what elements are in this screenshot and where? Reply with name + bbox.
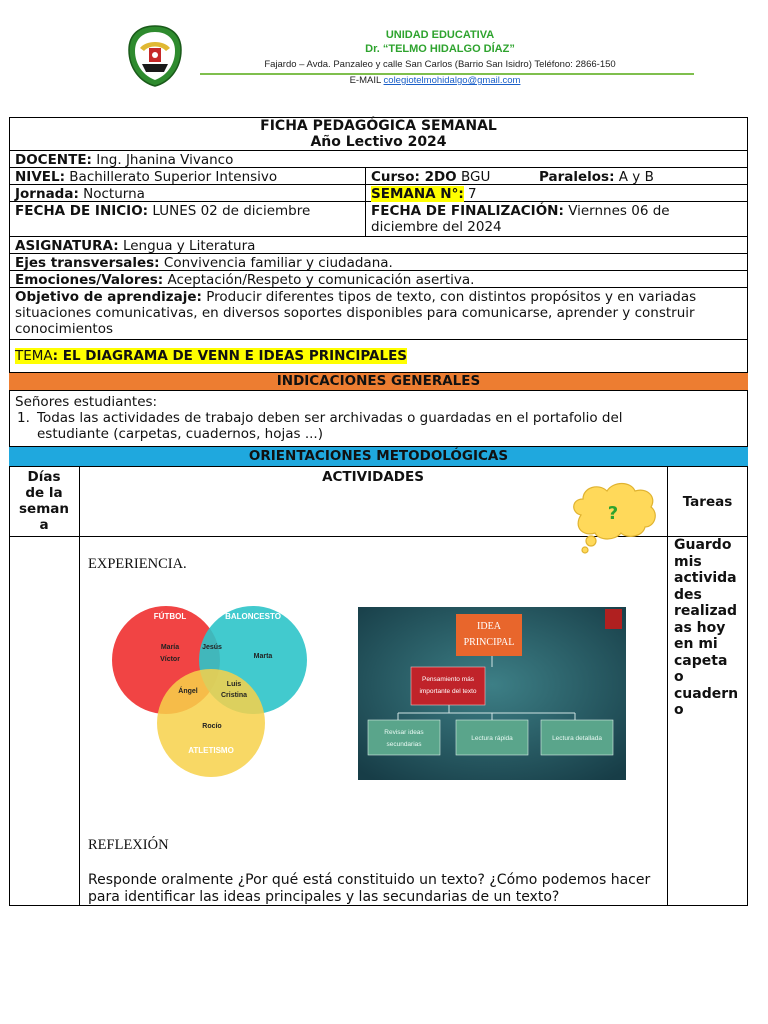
- col-dias-line: Días: [27, 469, 61, 485]
- venn-name: Víctor: [160, 656, 180, 663]
- ficha-title-line2: Año Lectivo 2024: [310, 134, 447, 150]
- orientaciones-heading-text: ORIENTACIONES METODOLÓGICAS: [248, 448, 509, 464]
- col-tareas-header: Tareas: [682, 494, 733, 510]
- jornada-label: Jornada:: [15, 186, 79, 202]
- venn-name: Rocío: [202, 723, 222, 730]
- tareas-line: activida: [674, 570, 737, 586]
- emociones-label: Emociones/Valores:: [15, 272, 164, 288]
- indicaciones-item-line1: Todas las actividades de trabajo deben ser archivadas o guardadas en el portafolio del: [37, 410, 623, 426]
- jornada-value: Nocturna: [83, 186, 145, 202]
- tareas-line: des: [674, 586, 702, 603]
- fin-value-b: diciembre del 2024: [371, 219, 502, 235]
- row-docente: [9, 151, 748, 168]
- reflexion-heading: REFLEXIÓN: [88, 837, 169, 853]
- reflexion-question-line2: para identificar las ideas principales y las secundarias de un texto?: [88, 888, 560, 905]
- col-dias-line: a: [39, 517, 49, 533]
- tareas-line: Guardo: [674, 537, 732, 553]
- indicaciones-heading: [9, 373, 748, 391]
- curso-value: BGU: [460, 169, 491, 185]
- tareas-column-divider: [667, 467, 668, 906]
- ejes-label: Ejes transversales:: [15, 255, 160, 271]
- tareas-line: as hoy: [674, 619, 726, 636]
- orientaciones-heading: [9, 447, 748, 467]
- objetivo-line3: conocimientos: [15, 321, 114, 337]
- tareas-text: [674, 537, 746, 719]
- curso-label: Curso: 2DO: [371, 169, 457, 185]
- row-fechas: [9, 202, 748, 237]
- objetivo-line1: Producir diferentes tipos de texto, con distintos propósitos y en variadas: [206, 289, 697, 305]
- dias-column-divider: [79, 467, 80, 906]
- asignatura-value: Lengua y Literatura: [122, 238, 256, 254]
- venn-name: Luis: [226, 681, 242, 688]
- docente-label: DOCENTE:: [15, 152, 92, 168]
- school-logo: [126, 24, 184, 88]
- tareas-line: en mi: [674, 636, 718, 652]
- venn-label-baloncesto: BALONCESTO: [225, 612, 281, 621]
- indicaciones-body: [9, 391, 748, 447]
- semana-label: SEMANA N°:: [371, 186, 464, 202]
- tareas-line: o: [674, 669, 684, 685]
- idea-principal-diagram: [358, 607, 626, 780]
- idea-top-line2: PRINCIPAL: [463, 637, 515, 648]
- nivel-label: NIVEL:: [15, 169, 65, 185]
- fin-value-a: Viernnes 06 de: [568, 203, 670, 219]
- row-objetivo: [9, 288, 748, 340]
- row-jornada: [9, 185, 748, 202]
- ejes-value: Convivencia familiar y ciudadana.: [163, 255, 393, 271]
- semana-value: 7: [468, 186, 477, 202]
- row-ejes: [9, 254, 748, 271]
- venn-label-atletismo: ATLETISMO: [188, 746, 234, 755]
- experiencia-heading: EXPERIENCIA.: [88, 556, 187, 572]
- pensamiento-box: [411, 667, 485, 705]
- idea-top-line1: IDEA: [477, 621, 501, 632]
- venn-name: Cristina: [220, 692, 248, 699]
- row-nivel: [9, 168, 748, 185]
- venn-name: Ángel: [178, 688, 198, 695]
- tareas-line: capeta: [674, 652, 728, 669]
- row-asignatura: [9, 237, 748, 254]
- indicaciones-heading-text: INDICACIONES GENERALES: [276, 373, 481, 389]
- venn-label-futbol: FÚTBOL: [153, 612, 187, 621]
- ficha-title: [9, 117, 748, 151]
- emociones-value: Aceptación/Respeto y comunicación asertiva.: [167, 272, 475, 288]
- tema-value: : EL DIAGRAMA DE VENN E IDEAS PRINCIPALES: [52, 348, 408, 364]
- nivel-value: Bachillerato Superior Intensivo: [69, 169, 278, 185]
- reflexion-question-line1: Responde oralmente ¿Por qué está constituido un texto? ¿Cómo podemos hacer: [88, 872, 651, 888]
- indicaciones-saludo: Señores estudiantes:: [15, 394, 158, 410]
- idea-mid-line1: Pensamiento más: [421, 676, 475, 683]
- paralelos-label: Paralelos:: [538, 169, 615, 185]
- indicaciones-item-line2: estudiante (carpetas, cuadernos, hojas ...): [37, 426, 323, 442]
- school-name: [200, 28, 680, 56]
- row-emociones: [9, 271, 748, 288]
- venn-name: Marta: [253, 653, 273, 660]
- school-email-line: [200, 75, 670, 86]
- school-name-line1: UNIDAD EDUCATIVA: [385, 29, 495, 41]
- inicio-label: FECHA DE INICIO:: [15, 203, 149, 219]
- bubble-question-mark: ?: [607, 503, 619, 524]
- inicio-value: LUNES 02 de diciembre: [152, 203, 311, 219]
- col-dias-header: [9, 467, 79, 536]
- asignatura-label: ASIGNATURA:: [15, 238, 119, 254]
- idea-mid-line2: importante del texto: [419, 688, 477, 695]
- paralelos-value: A y B: [618, 169, 654, 185]
- tema-label: TEMA: [15, 348, 53, 364]
- thought-bubble-icon: [569, 479, 657, 555]
- col-actividades-header: ACTIVIDADES: [322, 469, 424, 485]
- leaf-box: [368, 720, 440, 755]
- leaf-text: Revisar ideas: [384, 729, 424, 736]
- indicaciones-item-num: 1.: [17, 410, 30, 426]
- objetivo-label: Objetivo de aprendizaje:: [15, 289, 202, 305]
- venn-name: Jesús: [202, 644, 222, 651]
- tareas-line: realizad: [674, 603, 738, 619]
- column-divider: [365, 168, 366, 237]
- fin-label: FECHA DE FINALIZACIÓN:: [371, 203, 564, 219]
- objetivo-line2: situaciones comunicativas, en diversos soportes disponibles para comunicarse, aprender y construir: [15, 305, 695, 321]
- reflexion-question: [88, 872, 663, 905]
- col-dias-line: seman: [19, 501, 69, 517]
- school-address: Fajardo – Avda. Panzaleo y calle San Carlos (Barrio San Isidro) Teléfono: 2866-150: [264, 59, 616, 70]
- indicaciones-item: [17, 410, 717, 442]
- leaf-text: Lectura rápida: [471, 735, 513, 742]
- venn-diagram: [112, 596, 312, 778]
- leaf-text: secundarias: [386, 741, 422, 748]
- col-dias-line: de la: [25, 485, 63, 501]
- tareas-line: mis: [674, 553, 702, 570]
- leaf-text: Lectura detallada: [552, 735, 602, 742]
- tareas-line: o: [674, 702, 684, 718]
- school-name-line2: Dr. “TELMO HIDALGO DÍAZ”: [365, 43, 515, 55]
- corner-tab: [605, 609, 622, 629]
- docente-value: Ing. Jhanina Vivanco: [96, 152, 234, 168]
- venn-name: María: [160, 644, 180, 651]
- ficha-title-line1: FICHA PEDAGÓGICA SEMANAL: [260, 118, 497, 134]
- email-link[interactable]: colegiotelmohidalgo@gmail.com: [383, 75, 521, 86]
- tareas-line: cuadern: [674, 685, 739, 702]
- row-tema: [9, 340, 748, 373]
- email-label: E-MAIL: [349, 75, 381, 86]
